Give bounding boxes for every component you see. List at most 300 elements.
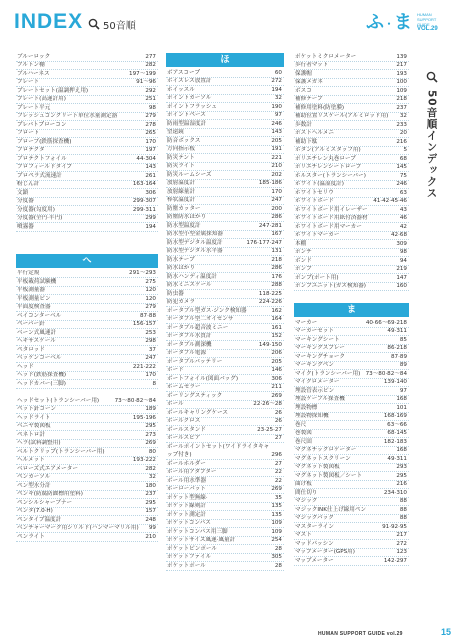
index-entry-page: 180 <box>145 482 156 489</box>
index-entry-name: マグネットスクリーン <box>295 455 351 462</box>
search-label: 50音順 <box>103 21 136 32</box>
index-entry-name: ブロテクタ <box>17 147 45 153</box>
index-entry-name: ボールホルダー <box>167 460 206 467</box>
index-entry <box>166 401 284 410</box>
index-entry <box>294 387 409 396</box>
index-entry-page: 216 <box>396 481 407 487</box>
index-entry <box>16 491 158 500</box>
index-entry-name: 防水型小型金属探知器 <box>167 231 223 237</box>
index-entry-name: マイク(トランシーバー用) <box>295 370 361 377</box>
index-entry <box>166 418 284 427</box>
index-list-ma <box>294 319 409 566</box>
index-entry <box>294 506 409 515</box>
index-entry <box>166 205 284 214</box>
index-entry-page: 197 <box>145 147 156 153</box>
index-entry-name: 保護メガネ <box>295 79 323 85</box>
index-list-fu <box>16 53 158 232</box>
index-entry-name: ポータブル型二オイセンサ <box>167 316 234 322</box>
index-entry <box>166 307 284 316</box>
index-entry-name: 防水型デジタル水平器 <box>167 248 223 254</box>
index-entry-page: 191 <box>271 146 282 152</box>
index-entry-page: 298 <box>145 338 156 344</box>
index-entry-page: 291〜293 <box>129 270 156 276</box>
index-entry-name: 方向指示板 <box>167 146 195 152</box>
index-entry-name: ポータブル水質計 <box>167 333 212 339</box>
index-entry <box>294 328 409 337</box>
index-entry-page: 88 <box>399 515 407 521</box>
index-entry-page: 246 <box>396 181 407 187</box>
index-entry <box>166 69 284 78</box>
index-entry-page: 135 <box>271 511 282 518</box>
index-entry-name: ヘキサスケール <box>17 338 56 344</box>
index-entry-page: 197〜199 <box>129 70 156 77</box>
index-entry-page: 253 <box>145 329 156 336</box>
index-entry-name: 巻尺固 <box>295 438 312 445</box>
index-entry <box>16 321 158 330</box>
index-entry <box>294 198 409 207</box>
index-entry <box>166 290 284 299</box>
index-list-ho-cont <box>294 53 409 291</box>
index-entry-page: 43 <box>399 206 407 213</box>
index-entry-page: 221·222 <box>132 363 156 370</box>
index-entry-name: ブルハーネス <box>17 70 50 77</box>
index-entry <box>294 489 409 498</box>
index-entry-page: 168·169 <box>383 413 407 419</box>
index-entry <box>166 95 284 104</box>
index-entry-name: 噴霧器 <box>17 223 34 230</box>
index-entry-page: 22 <box>274 477 282 484</box>
index-entry <box>166 469 284 478</box>
index-entry-name: 平板測量ピン <box>17 295 51 302</box>
index-entry-page: 143 <box>271 129 282 135</box>
index-entry-page: 26 <box>274 418 282 424</box>
index-entry <box>166 103 284 112</box>
index-entry-page: 218 <box>396 96 407 102</box>
index-entry <box>294 515 409 524</box>
index-entry <box>166 137 284 146</box>
index-entry-page: 305 <box>271 554 282 560</box>
index-entry-name: 補修用塗料(防塗膜) <box>295 104 345 111</box>
index-entry-name: ポケットミクロメーター <box>295 53 357 60</box>
index-entry-name: ペタロッド <box>17 346 45 353</box>
index-entry-name: ボイスレス放置計 <box>167 78 212 84</box>
index-entry-name: 保護帽 <box>295 70 312 77</box>
index-entry-name: マジックINK仕上げ線用ペン <box>295 506 367 513</box>
index-entry-name: 平行定規 <box>17 270 40 276</box>
section-header-ho: ほ <box>166 53 284 67</box>
index-entry <box>294 257 409 266</box>
search-icon <box>88 15 100 34</box>
index-entry-page: 135 <box>271 503 282 509</box>
index-entry-name: ベイコンターベル <box>17 312 62 319</box>
index-entry-page: 100 <box>396 79 407 85</box>
index-entry-name: ホーローバット <box>167 486 206 492</box>
index-entry-page: 46 <box>399 215 407 221</box>
index-entry-page: 27 <box>274 460 282 467</box>
index-entry-name: 防音ボックス <box>167 137 201 144</box>
index-entry <box>294 353 409 362</box>
index-entry <box>166 239 284 248</box>
index-entry <box>294 96 409 105</box>
index-entry-name: 放射温度計 <box>167 180 195 186</box>
index-entry <box>166 486 284 495</box>
index-entry-page: 195·196 <box>132 414 156 421</box>
index-entry <box>166 112 284 121</box>
brand-line-1: HUMAN <box>417 12 432 17</box>
index-entry-name: ホワイトボード <box>295 198 334 204</box>
index-entry-page: 210 <box>271 163 282 169</box>
index-entry-name: ポケットサイズ風速·風量計 <box>167 537 236 543</box>
index-entry-name: 防水テープ <box>167 256 195 263</box>
index-entry <box>16 79 158 88</box>
index-entry-page: 87·88 <box>139 312 156 319</box>
index-entry-name: ポリエチレンシートロープ <box>295 164 362 170</box>
index-entry-page: 49·311 <box>387 455 407 462</box>
index-entry-page: 28 <box>274 562 282 569</box>
index-entry <box>16 346 158 355</box>
index-entry <box>166 460 284 469</box>
index-entry-name: ポケットコンパス用三脚 <box>167 528 228 535</box>
index-entry <box>16 508 158 517</box>
index-entry <box>294 147 409 156</box>
index-column-1 <box>16 53 158 542</box>
index-entry <box>294 113 409 122</box>
index-entry-name: 防水ミニスケール <box>167 282 212 288</box>
index-entry <box>294 557 409 566</box>
index-entry-name: ボード <box>167 367 184 373</box>
index-entry <box>166 146 284 155</box>
index-column-3 <box>294 53 409 566</box>
index-entry <box>166 341 284 350</box>
index-entry-page: 286 <box>271 214 282 220</box>
index-entry-page: 182·183 <box>383 438 407 445</box>
index-entry-page: 85 <box>399 336 407 343</box>
index-entry <box>294 206 409 215</box>
index-entry-name: ホワイトセリウ <box>295 189 334 196</box>
index-entry <box>16 138 158 147</box>
index-entry-name: マーカー <box>295 319 318 326</box>
index-entry-name: 補助位置リスケール(アルミロッド用) <box>295 113 389 119</box>
index-entry-page: 118·225 <box>258 290 282 297</box>
index-entry <box>166 231 284 240</box>
index-entry <box>16 87 158 96</box>
index-entry-name: 防災ライト <box>167 163 195 169</box>
index-entry-name: マグネチックロケーター <box>295 447 357 453</box>
index-entry-name: プレバトプローコン <box>17 121 67 128</box>
index-entry-name: 粉じん計 <box>17 181 40 187</box>
index-entry-name: 分度器(全円·半円) <box>17 215 63 221</box>
index-entry <box>16 206 158 215</box>
index-entry-name: ポリエチレン丸巻ロープ <box>295 155 356 162</box>
index-entry-page: 88 <box>399 506 407 513</box>
index-entry <box>166 188 284 197</box>
index-entry-page: 272 <box>271 78 282 84</box>
index-entry <box>166 180 284 189</box>
index-entry-page: 167 <box>271 231 282 237</box>
index-entry <box>16 431 158 440</box>
index-entry <box>294 70 409 79</box>
index-entry-name: ペーパー針 <box>17 321 45 327</box>
index-entry-name: 分度器 <box>17 198 34 204</box>
index-entry <box>294 274 409 283</box>
index-entry <box>16 304 158 313</box>
index-entry-page: 123 <box>396 549 407 555</box>
index-entry-name: ベンチャーマーク用シリルド(ハンマーマリル用) <box>17 525 139 531</box>
index-entry-name: 防虫器 <box>167 290 184 297</box>
index-entry-name: ボアスコープ <box>167 69 201 76</box>
index-entry-page: 22·26〜28 <box>253 401 282 407</box>
index-entry-page: 170 <box>271 188 282 195</box>
index-entry-name: ホワイトボード用イレーザー <box>295 206 368 213</box>
index-entry-page: 254 <box>271 537 282 543</box>
index-entry <box>16 223 158 232</box>
index-entry-page: 275 <box>145 278 156 285</box>
index-entry-page: 63〜66 <box>387 421 407 428</box>
index-entry <box>294 215 409 224</box>
index-entry-name: 埋設物標 <box>295 404 318 411</box>
index-entry-name: 防災テント <box>167 154 195 161</box>
index-entry <box>166 409 284 418</box>
index-entry-page: 98 <box>399 249 407 255</box>
index-entry-name: ヘッド <box>17 363 34 370</box>
index-entry <box>166 562 284 571</box>
side-label: 50音順インデックス <box>425 90 438 199</box>
index-entry-page: 211 <box>271 384 282 390</box>
index-entry <box>294 455 409 464</box>
index-entry <box>294 121 409 130</box>
index-entry-name: ボールスタンド <box>167 426 206 433</box>
index-entry-page: 170 <box>145 138 156 145</box>
index-entry-name: ボール <box>167 401 184 407</box>
index-entry <box>16 372 158 381</box>
index-entry-name: ペンタイプ温度計 <box>17 516 62 523</box>
index-entry-name: マスト <box>295 532 312 538</box>
index-entry <box>166 299 284 308</box>
index-entry <box>166 197 284 206</box>
brand-line-3: GUIDE <box>417 22 430 27</box>
index-entry <box>16 295 158 304</box>
index-entry <box>294 549 409 558</box>
index-entry <box>16 172 158 181</box>
index-entry <box>294 232 409 241</box>
index-entry <box>294 62 409 71</box>
index-entry <box>294 79 409 88</box>
index-entry <box>294 532 409 541</box>
index-entry-name: ブロテクトフォイル <box>17 155 67 162</box>
index-entry-name: ボールクロス <box>167 418 201 424</box>
index-entry-page: 296 <box>271 452 282 458</box>
index-entry-name: ポータブル超音波ミニー <box>167 324 229 331</box>
index-entry-page: 99 <box>148 525 156 531</box>
index-entry-page: 185·186 <box>258 180 282 186</box>
index-entry <box>166 324 284 333</box>
index-entry-page: 63 <box>399 189 407 196</box>
index-entry-page: 176 <box>271 273 282 280</box>
index-entry-name: プレートセット(温調押え用) <box>17 87 89 94</box>
index-entry-name: ポイントペース <box>167 112 206 118</box>
index-entry <box>166 537 284 546</box>
index-entry <box>16 113 158 122</box>
index-entry-name: 平面度検査器 <box>17 304 51 310</box>
index-entry-name: ボタン(アルミスタッフ用) <box>295 147 361 153</box>
index-entry <box>16 516 158 525</box>
search-label-group <box>88 15 136 34</box>
index-entry-name: ヘラ(試料調整用) <box>17 440 61 446</box>
index-entry-name: ペンシルシャーブナー <box>17 499 73 506</box>
index-entry <box>294 283 409 292</box>
index-entry-page: 170 <box>145 372 156 378</box>
search-icon <box>426 68 438 87</box>
index-entry-page: 265 <box>145 130 156 136</box>
index-entry-name: ホイッスル <box>167 86 195 93</box>
index-entry <box>16 53 158 62</box>
index-entry-name: 巻尺 <box>295 421 307 428</box>
index-entry-page: 91〜96 <box>136 79 156 85</box>
index-entry-name: プレート(高速計用) <box>17 96 66 102</box>
index-entry <box>166 129 284 138</box>
index-entry-page: 279 <box>145 113 156 119</box>
index-entry-page: 269 <box>145 440 156 446</box>
kana-separator: ・ <box>384 19 394 31</box>
index-entry <box>166 554 284 563</box>
index-entry-name: マーキングシート <box>295 336 340 343</box>
index-entry-page: 205 <box>271 358 282 365</box>
index-entry-name: ホワイト(温湿度計) <box>295 181 344 187</box>
index-entry-page: 295 <box>145 499 156 506</box>
index-entry-name: ボールポイントセット(ワイドライタキャップ付き) <box>167 444 270 458</box>
index-entry-page: 156·157 <box>132 321 156 327</box>
index-entry <box>294 404 409 413</box>
index-entry-name: 防犯カメラ <box>167 299 195 305</box>
index-entry-name: プレート <box>17 79 40 85</box>
index-entry-name: ペット針コーン <box>17 406 57 412</box>
index-entry <box>294 249 409 258</box>
index-entry-name: フロート <box>17 130 40 136</box>
index-entry <box>294 336 409 345</box>
index-entry <box>16 465 158 474</box>
index-entry-name: マップメーター(GPS用) <box>295 549 355 555</box>
index-entry-name: 補助下駄 <box>295 138 318 145</box>
index-entry-page: 5 <box>403 147 407 153</box>
index-entry-name: 防塵防水ほかり <box>167 214 207 220</box>
index-entry <box>16 389 158 406</box>
index-entry-name: マスターライン <box>295 523 334 530</box>
index-entry <box>294 164 409 173</box>
index-entry <box>16 147 158 156</box>
index-entry-name: プロペラ式流速計 <box>17 172 62 179</box>
index-entry-page: 248 <box>145 516 156 523</box>
index-entry <box>294 172 409 181</box>
index-entry-page: 210 <box>145 533 156 540</box>
index-entry-name: 分度器(勾度用) <box>17 206 55 213</box>
index-entry <box>166 214 284 223</box>
index-entry-page: 42 <box>399 223 407 230</box>
index-entry <box>16 448 158 457</box>
index-entry-page: 91·92·95 <box>382 523 407 530</box>
index-entry-name: マジックパック <box>295 515 334 521</box>
index-entry <box>166 350 284 359</box>
index-entry-page: 247·281 <box>258 222 282 229</box>
index-entry-name: 防水ハンディ温度計 <box>167 273 217 280</box>
index-entry <box>166 511 284 520</box>
index-entry <box>294 523 409 532</box>
index-entry <box>294 104 409 113</box>
index-entry-page: 41·42·45·46 <box>373 198 407 204</box>
index-entry-name: ホルスター(トランシーバー) <box>295 172 366 179</box>
index-entry <box>294 362 409 371</box>
index-entry-page: 273 <box>145 431 156 438</box>
index-entry-page: 247 <box>145 355 156 361</box>
index-entry <box>16 380 158 389</box>
index-entry <box>166 520 284 529</box>
index-entry-name: 防水型温度計 <box>167 222 201 229</box>
index-entry <box>294 223 409 232</box>
index-entry <box>16 104 158 113</box>
index-title: INDEX <box>14 10 84 33</box>
index-entry-page: 86·218 <box>387 345 407 351</box>
index-entry-name: 文鎮 <box>17 189 29 196</box>
index-entry <box>166 358 284 367</box>
index-entry <box>16 363 158 372</box>
index-entry <box>16 155 158 164</box>
index-entry-name: マップメーター <box>295 557 334 564</box>
index-entry-name: ポータブルバッテリー <box>167 358 223 365</box>
index-entry-name: ベルトクリップ(トランシーバー用) <box>17 448 105 455</box>
side-tab <box>418 68 446 199</box>
index-entry <box>16 312 158 321</box>
index-entry <box>16 121 158 130</box>
index-entry-name: マジック <box>295 498 318 504</box>
index-entry <box>294 540 409 549</box>
index-entry-page: 202 <box>271 171 282 178</box>
index-entry-page: 120 <box>145 287 156 293</box>
index-entry-name: ベーン式風速計 <box>17 329 57 336</box>
index-entry-name: ヘッドカバー(三脚) <box>17 380 66 387</box>
index-entry <box>294 53 409 62</box>
index-entry-page: 295 <box>145 423 156 429</box>
index-entry <box>294 421 409 430</box>
index-entry-page: 23·25·27 <box>257 426 282 433</box>
index-entry-name: 防雨型温湿度計 <box>167 120 207 127</box>
index-entry-page: 149·150 <box>258 341 282 348</box>
index-entry-page: 87·89 <box>390 353 407 360</box>
index-entry-name: 棒状温度計 <box>167 197 195 203</box>
index-entry-page: 146 <box>271 367 282 373</box>
index-entry <box>294 138 409 147</box>
index-entry-name: ボートフォイル(図面バッグ) <box>167 375 239 382</box>
index-entry <box>294 396 409 405</box>
index-entry-name: ポイントフラッシュ <box>167 103 217 110</box>
index-entry <box>294 413 409 422</box>
index-entry <box>16 198 158 207</box>
index-entry-name: ボンド <box>295 257 312 264</box>
index-entry-page: 143 <box>145 164 156 170</box>
index-entry-name: 防水はかり <box>167 265 195 271</box>
footer-guide-name: HUMAN SUPPORT GUIDE vol.29 <box>318 631 403 637</box>
index-entry-name: 平板測量器 <box>17 287 45 293</box>
index-entry-page: 309 <box>396 240 407 247</box>
kana-start: ふ <box>366 12 384 33</box>
index-entry-page: 237 <box>396 104 407 111</box>
index-entry <box>166 78 284 87</box>
index-entry-page: 288 <box>271 282 282 288</box>
index-entry <box>166 545 284 554</box>
index-entry <box>16 474 158 483</box>
index-entry <box>16 457 158 466</box>
index-entry-name: ポンプ(ポート用) <box>295 274 339 281</box>
index-entry <box>294 464 409 473</box>
index-entry-page: 194 <box>271 86 282 93</box>
